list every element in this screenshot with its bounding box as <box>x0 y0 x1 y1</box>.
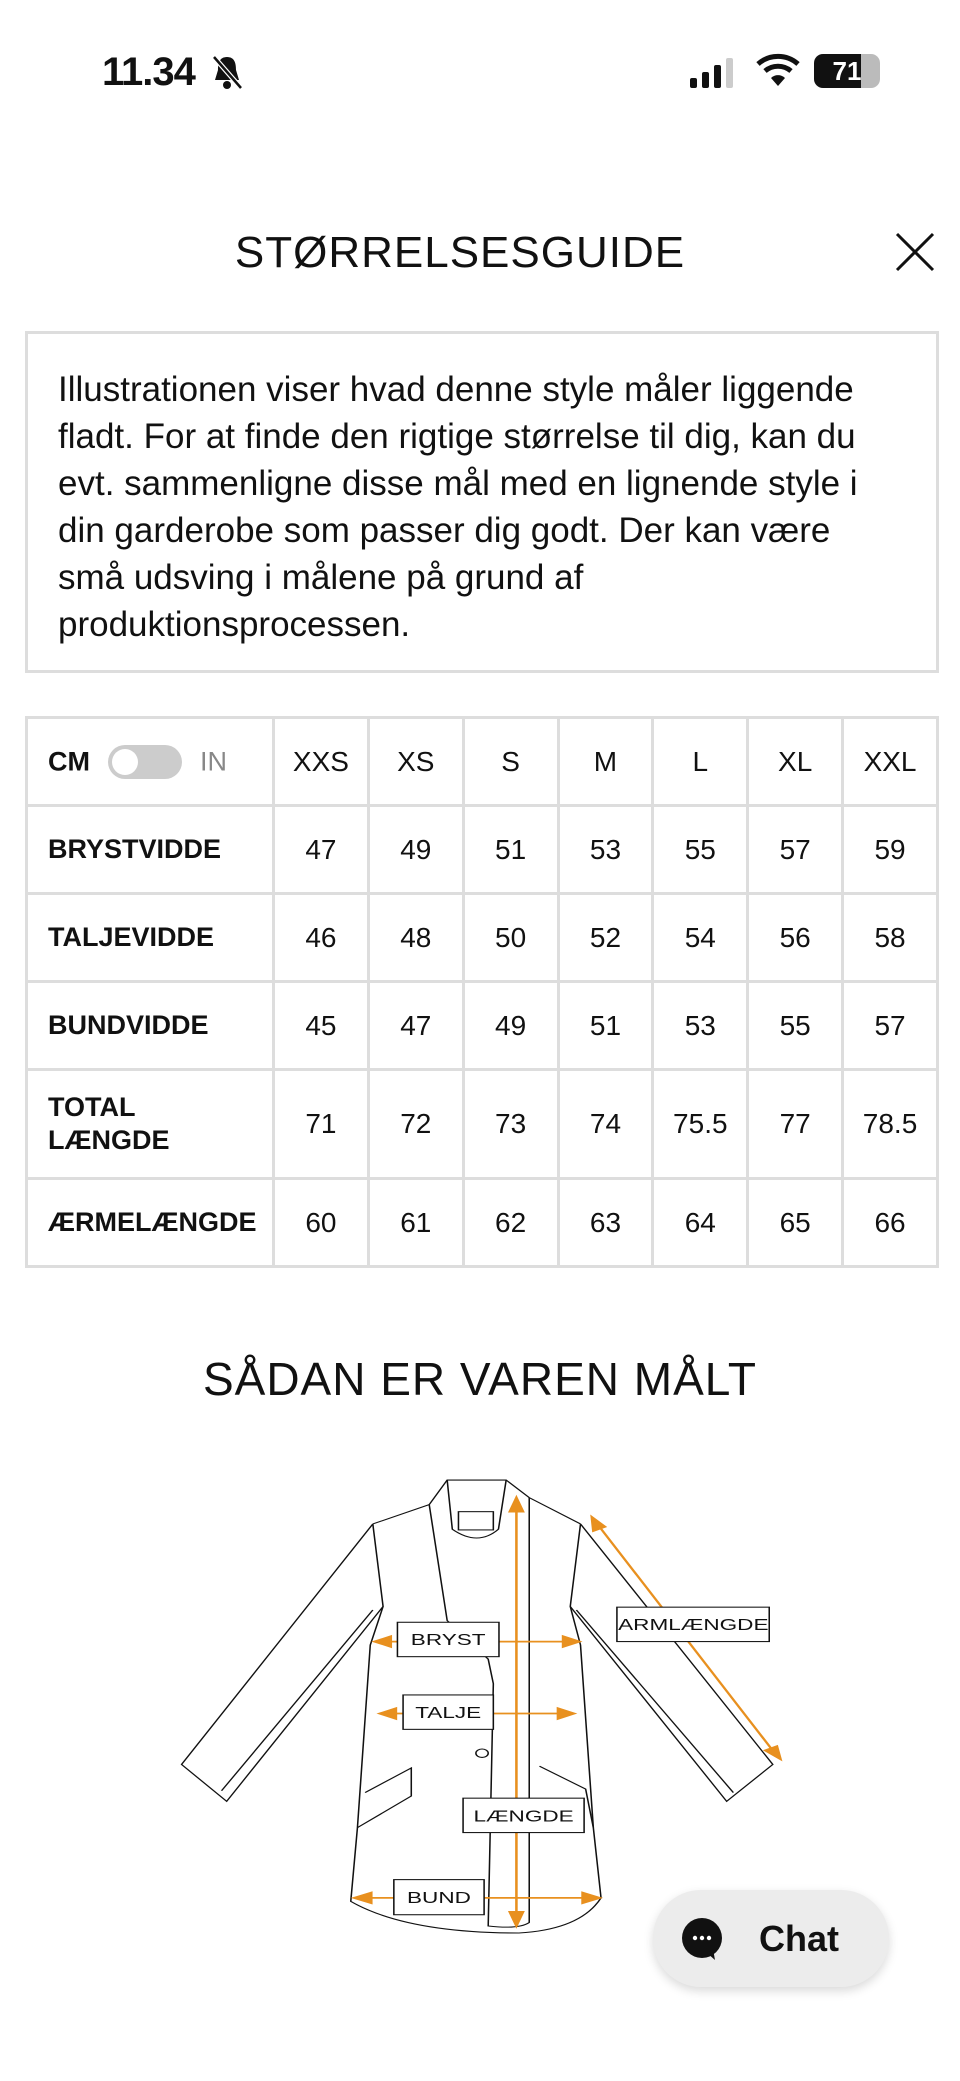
measurement-cell: 47 <box>368 982 463 1070</box>
measurement-cell: 53 <box>653 982 748 1070</box>
unit-cm-label: CM <box>48 746 90 777</box>
measurement-cell: 54 <box>653 894 748 982</box>
measurement-cell: 63 <box>558 1179 653 1267</box>
chat-button[interactable] <box>653 1890 889 1987</box>
size-header: XS <box>368 718 463 806</box>
measurement-cell: 60 <box>274 1179 369 1267</box>
size-header: XXL <box>843 718 938 806</box>
label-laengde: LÆNGDE <box>473 1808 574 1826</box>
measurement-cell: 71 <box>274 1070 369 1179</box>
chat-label: Chat <box>759 1917 839 1959</box>
battery-level: 71 <box>832 56 862 86</box>
bell-muted-icon <box>210 54 244 90</box>
intro-text: Illustrationen viser hvad denne style måler liggende fladt. For at finde den rigtige størrelse til dig, kan du evt. sammenligne disse mål med en lignende style i din garderobe som passer dig godt. Der kan være små udsving i målene på grund af produktionsprocessen. <box>25 331 939 673</box>
page-title: STØRRELSESGUIDE <box>234 228 686 277</box>
measurement-cell: 45 <box>274 982 369 1070</box>
size-table <box>25 716 939 1268</box>
size-header: M <box>558 718 653 806</box>
measurement-cell: 51 <box>558 982 653 1070</box>
signal-icon <box>690 58 738 88</box>
measurement-cell: 73 <box>463 1070 558 1179</box>
measurement-cell: 58 <box>843 894 938 982</box>
measurement-cell: 65 <box>748 1179 843 1267</box>
measurement-cell: 50 <box>463 894 558 982</box>
row-label: TOTAL LÆNGDE <box>27 1070 274 1179</box>
wifi-icon <box>756 52 800 88</box>
measurement-cell: 74 <box>558 1070 653 1179</box>
table-row <box>27 1070 938 1179</box>
measurement-cell: 49 <box>463 982 558 1070</box>
measurement-cell: 77 <box>748 1070 843 1179</box>
table-header-row <box>27 718 938 806</box>
row-label: ÆRMELÆNGDE <box>27 1179 274 1267</box>
close-icon[interactable] <box>893 230 937 274</box>
battery-icon <box>814 54 880 88</box>
measurement-cell: 56 <box>748 894 843 982</box>
measurement-cell: 57 <box>843 982 938 1070</box>
row-label: BUNDVIDDE <box>27 982 274 1070</box>
measurement-cell: 75.5 <box>653 1070 748 1179</box>
measurement-cell: 55 <box>748 982 843 1070</box>
row-label: TALJEVIDDE <box>27 894 274 982</box>
size-header: XXS <box>274 718 369 806</box>
label-talje: TALJE <box>415 1704 482 1722</box>
label-bund: BUND <box>407 1890 471 1907</box>
table-row <box>27 806 938 894</box>
size-header: S <box>463 718 558 806</box>
table-row <box>27 1179 938 1267</box>
measurement-cell: 49 <box>368 806 463 894</box>
measurement-cell: 61 <box>368 1179 463 1267</box>
table-row <box>27 894 938 982</box>
measurement-cell: 62 <box>463 1179 558 1267</box>
table-row <box>27 982 938 1070</box>
measurement-cell: 59 <box>843 806 938 894</box>
measurement-cell: 47 <box>274 806 369 894</box>
section-title: SÅDAN ER VAREN MÅLT <box>202 1353 758 1405</box>
size-header: L <box>653 718 748 806</box>
measurement-cell: 72 <box>368 1070 463 1179</box>
measurement-cell: 64 <box>653 1179 748 1267</box>
label-bryst: BRYST <box>410 1632 486 1650</box>
unit-in-label: IN <box>200 746 227 777</box>
measurement-cell: 78.5 <box>843 1070 938 1179</box>
measurement-cell: 52 <box>558 894 653 982</box>
measurement-cell: 51 <box>463 806 558 894</box>
measurement-cell: 53 <box>558 806 653 894</box>
measurement-cell: 48 <box>368 894 463 982</box>
measurement-cell: 66 <box>843 1179 938 1267</box>
row-label: BRYSTVIDDE <box>27 806 274 894</box>
unit-toggle[interactable] <box>108 745 182 779</box>
status-time: 11.34 <box>102 50 195 94</box>
measurement-cell: 46 <box>274 894 369 982</box>
label-armlaengde: ARMLÆNGDE <box>618 1617 769 1634</box>
size-header: XL <box>748 718 843 806</box>
chat-bubble-icon <box>681 1917 723 1961</box>
unit-toggle-cell <box>27 718 274 806</box>
measurement-cell: 57 <box>748 806 843 894</box>
measurement-cell: 55 <box>653 806 748 894</box>
